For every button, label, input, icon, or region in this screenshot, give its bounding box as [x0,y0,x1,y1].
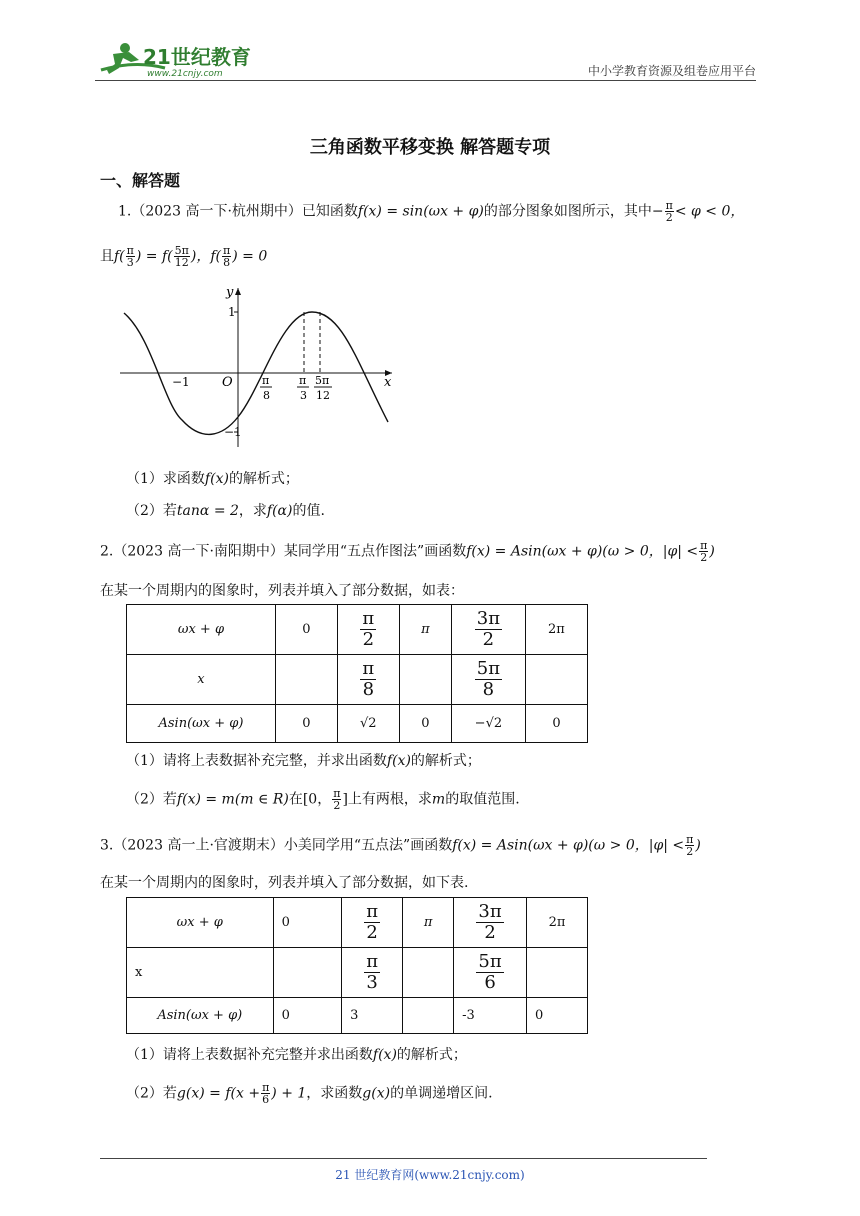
logo-sub: www.21cnjy.com [147,69,223,79]
cell: π [403,898,454,948]
cell: $\frac{5\pi}{8}$ [451,655,525,705]
cell: $\frac{\pi}{2}$ [337,605,399,655]
cell [527,948,588,998]
tick-pi8-den: 8 [263,389,270,402]
cell: $\frac{\pi}{2}$ [342,898,403,948]
graph-y-neg-one: −1 [224,425,242,439]
cell: $\frac{\pi}{8}$ [337,655,399,705]
graph-y-one: 1 [228,305,236,319]
cell: 2π [527,898,588,948]
site-logo [95,38,265,80]
q1-stem: 1.（2023 高一下·杭州期中）已知函数f(x) = sin(ωx + φ)的部分图象如图所示，其中− $\frac{\pi}{2}$ < φ < 0， [118,199,745,224]
cell: x [127,948,274,998]
q2-stem: 2.（2023 高一下·南阳期中）某同学用“五点作图法”画函数f(x) = Asin(ωx + φ)(ω > 0，|φ| < $\frac{\pi}{2}$ ) [100,539,715,564]
cell: √2 [337,705,399,743]
q3-stem: 3.（2023 高一上·官渡期末）小美同学用“五点法”画函数f(x) = Asin(ωx + φ)(ω > 0，|φ| < $\frac{\pi}{2}$ ) [100,833,701,858]
tick-5pi12-num: 5π [315,374,330,387]
cell: $\frac{5\pi}{6}$ [454,948,527,998]
cell: 0 [275,705,337,743]
q1-function-graph [112,282,402,452]
header-platform-text: 中小学教育资源及组卷应用平台 [587,64,756,78]
cell [275,655,337,705]
graph-origin: O [222,375,233,390]
cell: Asin(ωx + φ) [127,705,276,743]
cell: 0 [273,998,342,1034]
cell: 3 [342,998,403,1034]
q3-intro: 在某一个周期内的图象时，列表并填入了部分数据，如下表. [100,875,469,891]
cell: 2π [525,605,587,655]
q3-sub1: （1）请将上表数据补充完整并求出函数f(x)的解析式； [126,1047,467,1063]
cell: ωx + φ [127,605,276,655]
cell [273,948,342,998]
section-heading: 一、解答题 [100,171,181,190]
cell: 0 [399,705,451,743]
graph-x-label: x [384,375,392,390]
header-divider [95,80,756,81]
page-title: 三角函数平移变换 解答题专项 [309,137,551,158]
footer-text: 21 世纪教育网(www.21cnjy.com) [335,1168,525,1182]
footer-divider [100,1158,707,1159]
cell: 0 [273,898,342,948]
q1-sub2: （2）若tanα = 2，求f(α)的值. [126,503,325,519]
tick-pi3-den: 3 [300,389,307,402]
q3-sub2: （2）若g(x) = f(x + $\frac{\pi}{6}$ ) + 1，求函数g(x)的单调递增区间. [126,1081,493,1106]
cell: Asin(ωx + φ) [127,998,274,1034]
cell: $\frac{\pi}{3}$ [342,948,403,998]
cell [525,655,587,705]
cell [403,998,454,1034]
cell: 0 [525,705,587,743]
cell: $\frac{3\pi}{2}$ [454,898,527,948]
tick-pi3-num: π [299,374,307,387]
q3-table [126,897,588,1034]
tick-pi8-num: π [262,374,270,387]
cell: π [399,605,451,655]
cell: −√2 [451,705,525,743]
cell [403,948,454,998]
q2-sub1: （1）请将上表数据补充完整，并求出函数f(x)的解析式； [126,753,481,769]
cell: 0 [527,998,588,1034]
logo-text: 21世纪教育 [143,45,251,69]
cell: ωx + φ [127,898,274,948]
cell: x [127,655,276,705]
graph-x-neg-one: −1 [172,375,190,389]
graph-y-label: y [226,285,234,300]
cell [399,655,451,705]
cell: $\frac{3\pi}{2}$ [451,605,525,655]
q2-table [126,604,588,743]
q2-intro: 在某一个周期内的图象时，列表并填入了部分数据，如表： [100,583,464,599]
q1-sub1: （1）求函数f(x)的解析式； [126,471,299,487]
cell: -3 [454,998,527,1034]
q2-sub2: （2）若f(x) = m(m ∈ R)在[0， $\frac{\pi}{2}$ ]上有两根，求m的取值范围. [126,787,520,812]
tick-5pi12-den: 12 [316,389,330,402]
cell: 0 [275,605,337,655]
q1-condition: 且f( $\frac{\pi}{3}$ ) = f( $\frac{5\pi}{12}$ )，f( $\frac{\pi}{8}$ ) = 0 [100,244,268,269]
